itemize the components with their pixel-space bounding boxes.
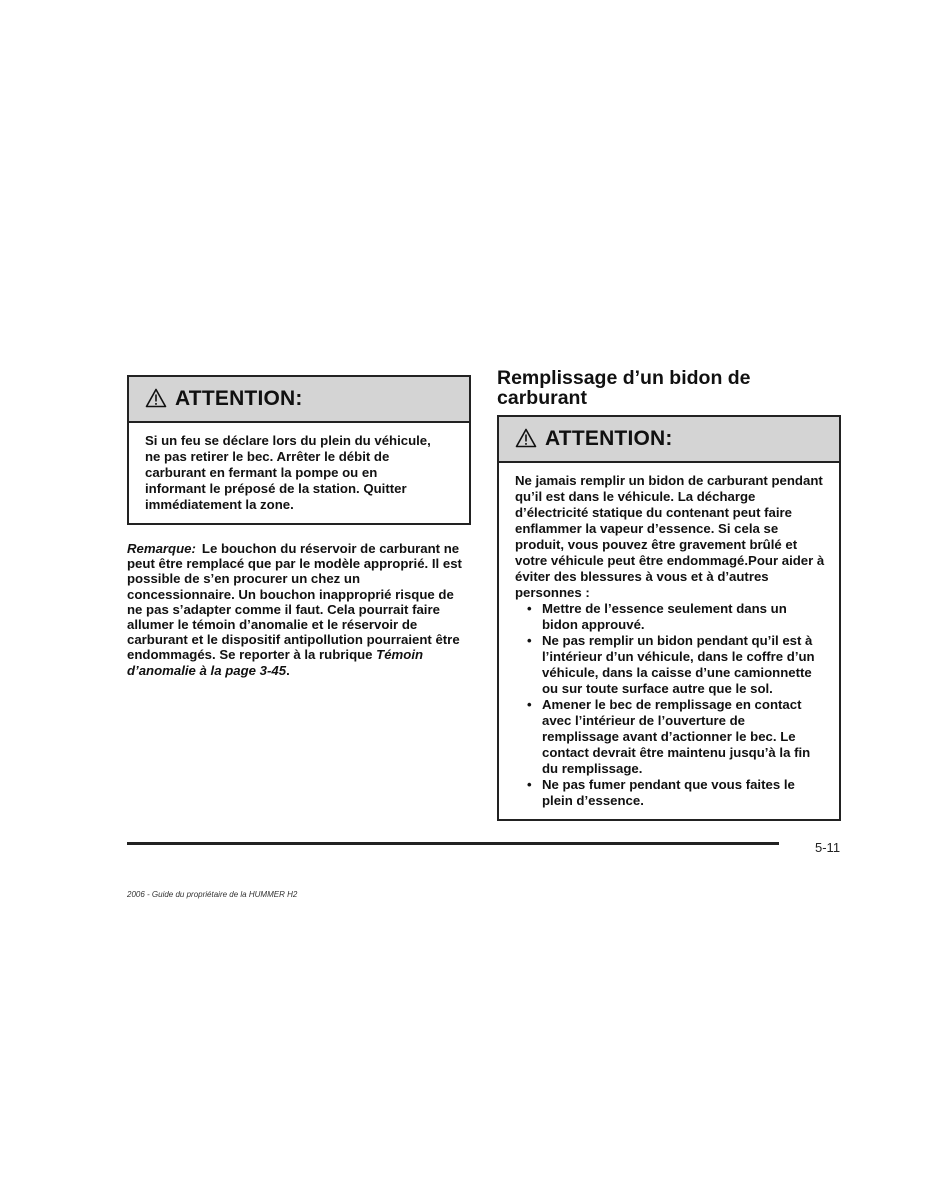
note-paragraph xyxy=(127,541,471,678)
warning-line: carburant en fermant la pompe ou en xyxy=(145,465,378,480)
warning-header xyxy=(499,417,839,463)
list-item-text: Ne pas remplir un bidon pendant qu’il est à l’intérieur d’un véhicule, dans le coffre d’un véhicule, dans la caisse d’une camionnette ou sur toute surface autre que le sol. xyxy=(542,633,815,696)
list-item-text: Ne pas fumer pendant que vous faites le plein d’essence. xyxy=(542,777,795,808)
bullet-icon: • xyxy=(527,697,532,712)
bullet-icon: • xyxy=(527,633,532,648)
warning-body xyxy=(129,423,469,523)
warning-title: ATTENTION: xyxy=(545,427,673,450)
container-warning-box xyxy=(497,415,841,821)
note-reference-link[interactable]: Témoin d’anomalie à la page 3-45 xyxy=(127,647,424,678)
bullet-icon: • xyxy=(527,777,532,792)
section-title: Remplissage d’un bidon de carburant xyxy=(497,367,751,409)
right-column xyxy=(497,368,841,821)
note-label: Remarque: xyxy=(127,541,196,556)
note-text: Le bouchon du réservoir de carburant ne peut être remplacé que par le modèle approprié. Il est possible de s’en procurer un chez un concessionnaire. Un bouchon inapproprié risque de ne pas s’adapter comme il faut. Cela pourrait faire allumer le témoin d’anomalie et le réservoir de carburant et le dispositif antipollution pourraient être endommagés. Se reporter à la rubrique xyxy=(127,541,462,663)
list-item xyxy=(515,777,825,809)
bullet-icon: • xyxy=(527,601,532,616)
warning-header xyxy=(129,377,469,423)
footer-text: 2006 - Guide du propriétaire de la HUMMER H2 xyxy=(127,890,298,899)
warning-triangle-icon xyxy=(145,388,167,408)
list-item-text: Mettre de l’essence seulement dans un bidon approuvé. xyxy=(542,601,787,632)
note-end: . xyxy=(286,662,290,678)
warning-line: immédiatement la zone. xyxy=(145,497,294,512)
warning-line: informant le préposé de la station. Quitter xyxy=(145,481,407,496)
page-rule xyxy=(127,842,779,845)
fire-warning-box xyxy=(127,375,471,525)
list-item xyxy=(515,601,825,633)
list-item xyxy=(515,633,825,697)
left-column xyxy=(127,375,471,678)
list-item xyxy=(515,697,825,777)
warning-intro: Ne jamais remplir un bidon de carburant pendant qu’il est dans le véhicule. La décharge d’électricité statique du contenant peut faire enflammer la vapeur d’essence. Si cela se produit, vous pouvez être gravement brûlé et votre véhicule peut être endommagé.Pour aider à éviter des blessures à vous et à d’autres personnes : xyxy=(515,473,825,600)
warning-triangle-icon xyxy=(515,428,537,448)
warning-title: ATTENTION: xyxy=(175,387,303,410)
page-number: 5-11 xyxy=(815,840,841,855)
warning-body xyxy=(499,463,839,819)
warning-bullet-list xyxy=(515,601,825,809)
warning-line: ne pas retirer le bec. Arrêter le débit de xyxy=(145,449,390,464)
warning-line: Si un feu se déclare lors du plein du véhicule, xyxy=(145,433,431,448)
list-item-text: Amener le bec de remplissage en contact avec l’intérieur de l’ouverture de remplissage avant d’actionner le bec. Le contact devrait être maintenu jusqu’à la fin du remplissage. xyxy=(542,697,811,776)
